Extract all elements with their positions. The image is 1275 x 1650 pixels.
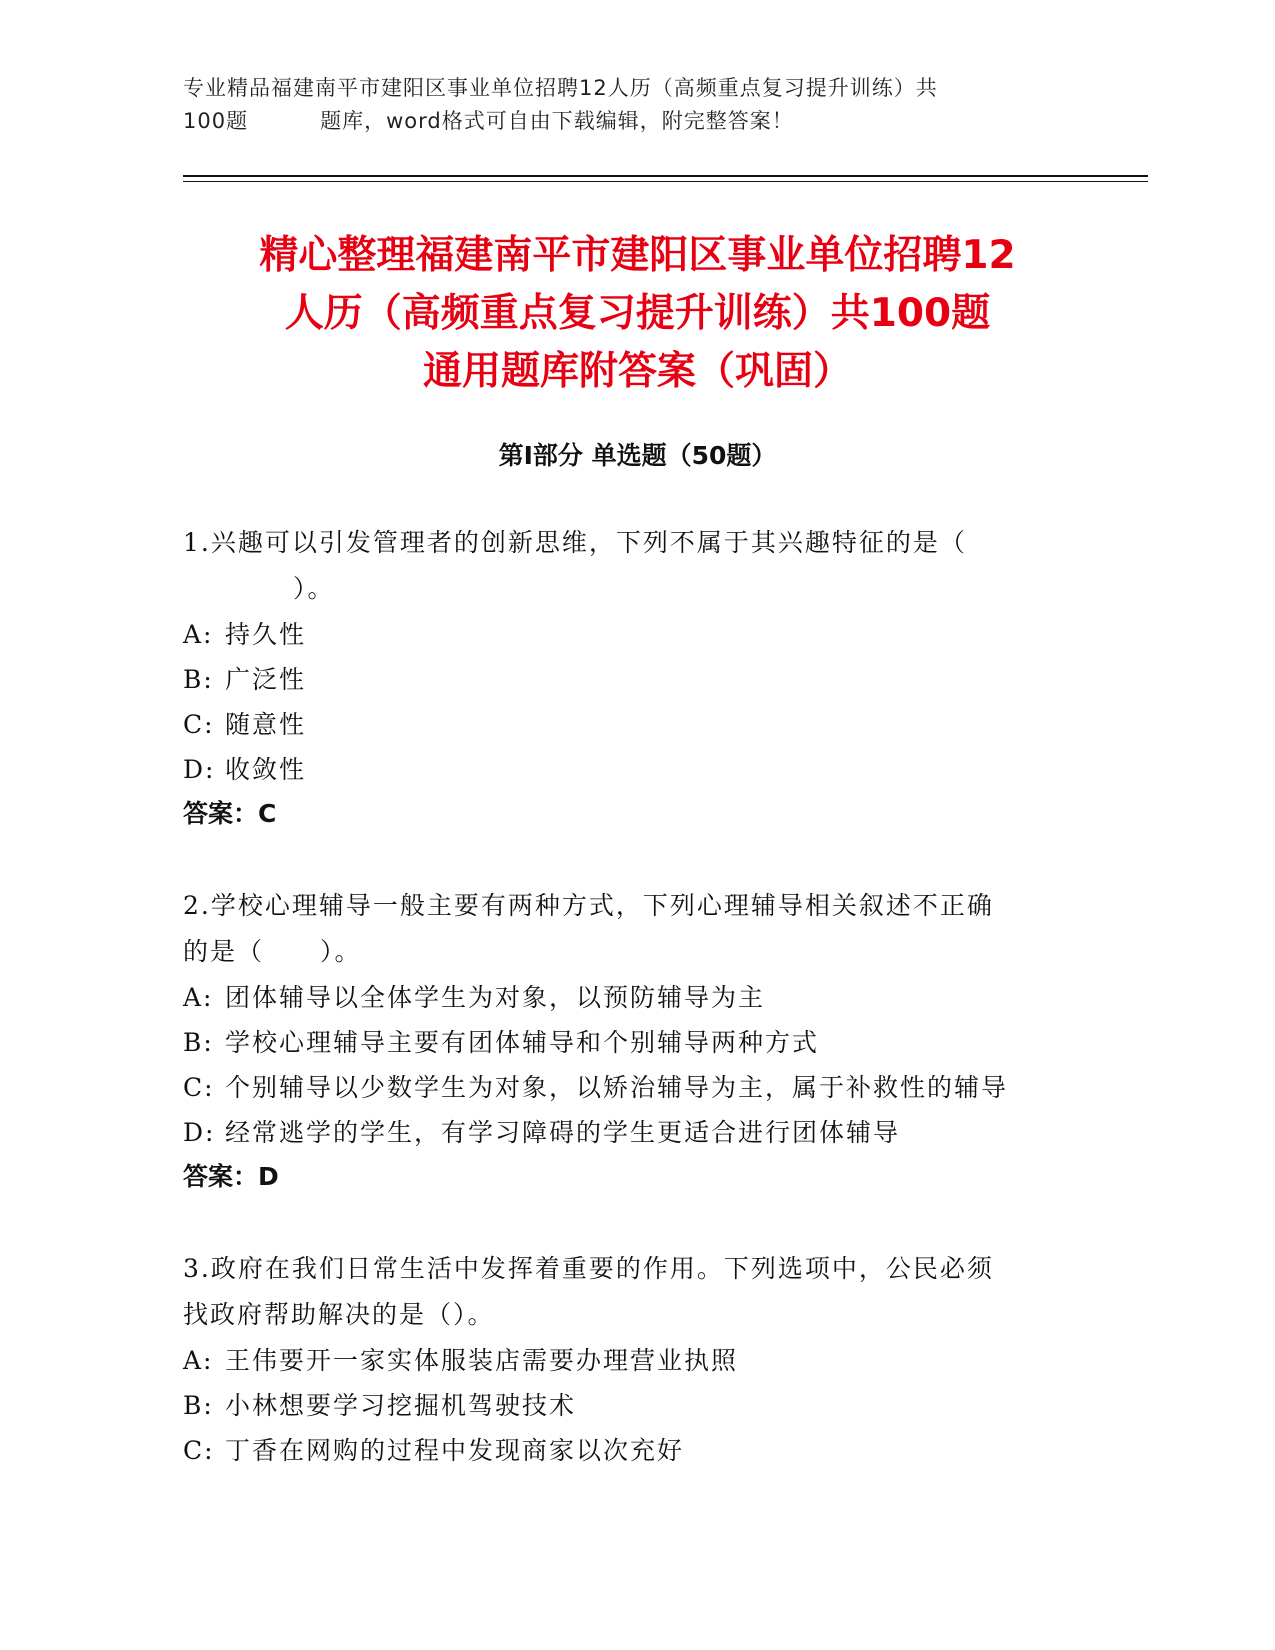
option-d: D: 收敛性 — [183, 755, 307, 784]
option-a: A: 王伟要开一家实体服装店需要办理营业执照 — [183, 1346, 739, 1375]
question-2 — [183, 883, 1083, 1199]
question-list — [183, 520, 1083, 1473]
option-c: C: 个别辅导以少数学生为对象，以矫治辅导为主，属于补救性的辅导 — [183, 1073, 1009, 1102]
page-header — [183, 72, 1083, 138]
question-stem: 3.政府在我们日常生活中发挥着重要的作用。下列选项中，公民必须 找政府帮助解决的是（）。 — [183, 1254, 994, 1329]
option-d: D: 经常逃学的学生，有学习障碍的学生更适合进行团体辅导 — [183, 1118, 901, 1147]
title-line-2: 人历（高频重点复习提升训练）共100题 — [284, 291, 991, 336]
header-rule-thick — [183, 175, 1148, 177]
header-line-2 — [183, 105, 1083, 138]
question-stem: 1.兴趣可以引发管理者的创新思维，下列不属于其兴趣特征的是（ ）。 — [183, 528, 967, 603]
answer: 答案：C — [183, 799, 277, 828]
option-b: B: 小林想要学习挖掘机驾驶技术 — [183, 1391, 577, 1420]
option-c: C: 丁香在网购的过程中发现商家以次充好 — [183, 1436, 685, 1465]
header-rule-thin — [183, 181, 1148, 182]
question-3 — [183, 1246, 1083, 1473]
header-description: 题库，word格式可自由下载编辑，附完整答案！ — [320, 109, 794, 133]
option-a: A: 持久性 — [183, 620, 307, 649]
question-1 — [183, 520, 1083, 836]
document-title — [140, 227, 1135, 401]
answer: 答案：D — [183, 1162, 279, 1191]
title-line-1: 精心整理福建南平市建阳区事业单位招聘12 — [259, 233, 1016, 278]
section-heading: 第Ⅰ部分 单选题（50题） — [498, 441, 777, 470]
question-stem: 2.学校心理辅导一般主要有两种方式，下列心理辅导相关叙述不正确 的是（ ）。 — [183, 891, 994, 966]
option-a: A: 团体辅导以全体学生为对象，以预防辅导为主 — [183, 983, 766, 1012]
header-count: 100题 — [183, 109, 249, 133]
option-b: B: 广泛性 — [183, 665, 307, 694]
title-line-3: 通用题库附答案（巩固） — [422, 349, 852, 394]
option-b: B: 学校心理辅导主要有团体辅导和个别辅导两种方式 — [183, 1028, 820, 1057]
option-c: C: 随意性 — [183, 710, 307, 739]
header-line-1: 专业精品福建南平市建阳区事业单位招聘12人历（高频重点复习提升训练）共 — [183, 76, 938, 100]
